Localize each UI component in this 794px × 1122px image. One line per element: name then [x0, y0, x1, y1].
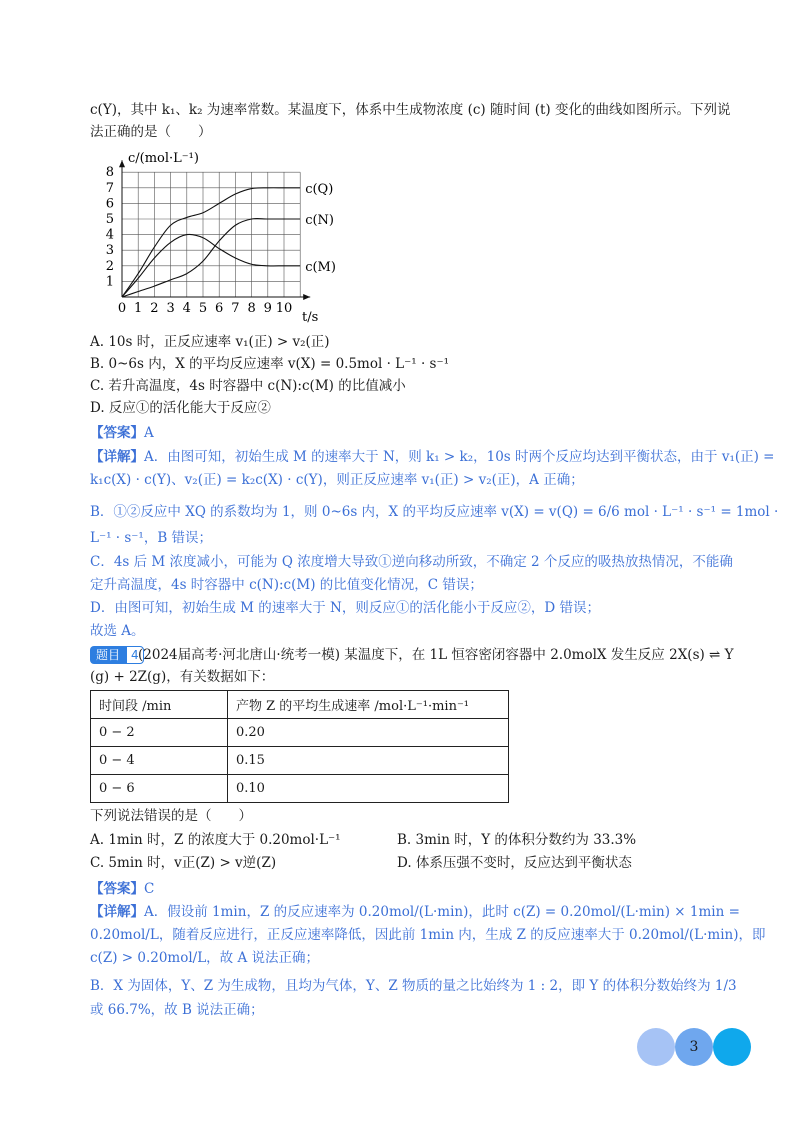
detail-text: A．由图可知，初始生成 M 的速率大于 N，则 k₁ > k₂，10s 时两个反应均达到平衡状态，由于 v₁(正) = — [144, 449, 775, 465]
table-header-row — [91, 691, 509, 719]
x-tick-label: 0 — [117, 301, 127, 316]
x-tick-label: 6 — [215, 301, 224, 316]
badge-number: 4 — [126, 646, 144, 664]
table-row — [91, 719, 509, 747]
concentration-time-chart — [100, 145, 340, 325]
table-row — [91, 775, 509, 803]
x-tick-label: 5 — [198, 301, 208, 316]
q4-detail-3: c(Z) > 0.20mol/L，故 A 说法正确； — [90, 950, 320, 966]
x-tick-label: 7 — [231, 301, 240, 316]
y-tick-label: 2 — [105, 258, 114, 274]
q3-option-a: A. 10s 时，正反应速率 v₁(正) > v₂(正) — [90, 334, 330, 350]
chart-ylabel: c/(mol·L⁻¹) — [128, 151, 199, 166]
x-tick-label: 3 — [166, 301, 175, 316]
badge-label: 题目 — [90, 646, 126, 664]
detail-tag: 【详解】 — [90, 449, 144, 465]
x-tick-label: 8 — [247, 301, 256, 316]
series-label: c(N) — [305, 213, 335, 228]
table-cell: 0.20 — [228, 719, 509, 747]
chart-axes — [119, 160, 310, 300]
table-cell: 0 − 2 — [91, 719, 228, 747]
table-header: 时间段 /min — [91, 691, 228, 719]
q3-option-d: D. 反应①的活化能大于反应② — [90, 400, 271, 416]
series-line — [122, 219, 300, 297]
q4-option-c: C. 5min 时，v正(Z) > v逆(Z) — [90, 855, 277, 871]
y-tick-label: 3 — [105, 243, 114, 259]
y-axis-arrow — [119, 160, 125, 167]
rate-table — [90, 690, 509, 803]
table-cell: 0 − 6 — [91, 775, 228, 803]
q3-detail-8: 故选 A。 — [90, 623, 145, 639]
y-tick-label: 5 — [105, 212, 114, 227]
y-tick-label: 7 — [105, 180, 114, 196]
q4-detail-5: 或 66.7%，故 B 说法正确； — [90, 1002, 264, 1018]
detail-tag: 【详解】 — [90, 904, 144, 920]
q4-answer — [90, 879, 154, 899]
x-tick-label: 9 — [263, 301, 272, 316]
q3-detail-1 — [90, 447, 775, 467]
answer-value: C — [144, 881, 155, 897]
q4-detail-4: B．X 为固体，Y、Z 为生成物，且均为气体，Y、Z 物质的量之比始终为 1 : 2，即 Y 的体积分数始终为 1/3 — [90, 978, 737, 994]
intro-line-2: 法正确的是（ ） — [90, 124, 212, 140]
y-tick-label: 8 — [105, 165, 114, 181]
x-tick-label: 2 — [150, 301, 159, 316]
answer-tag: 【答案】 — [90, 881, 144, 897]
series-label: c(Q) — [305, 181, 334, 197]
q3-detail-4: L⁻¹ · s⁻¹，B 错误； — [90, 530, 213, 546]
table-header: 产物 Z 的平均生成速率 /mol·L⁻¹·min⁻¹ — [228, 691, 509, 719]
page-number-decoration — [637, 1028, 752, 1066]
x-axis-arrow — [303, 294, 310, 300]
answer-tag: 【答案】 — [90, 425, 144, 441]
chart-grid — [122, 172, 300, 297]
x-tick-label: 10 — [275, 301, 293, 316]
q3-detail-5: C．4s 后 M 浓度减小，可能为 Q 浓度增大导致①逆向移动所致，不确定 2 个反应的吸热放热情况，不能确 — [90, 554, 733, 570]
q3-option-b: B. 0~6s 内，X 的平均反应速率 v(X) = 0.5mol · L⁻¹ · s⁻¹ — [90, 356, 450, 372]
series-label: c(M) — [305, 259, 336, 275]
y-tick-label: 1 — [105, 274, 114, 290]
question-badge — [90, 646, 144, 664]
q4-detail-1 — [90, 902, 740, 922]
chart-lines — [122, 182, 336, 297]
detail-text: A．假设前 1min，Z 的反应速率为 0.20mol/(L·min)，此时 c(Z) = 0.20mol/(L·min) × 1min = — [144, 904, 740, 920]
q4-option-d: D. 体系压强不变时，反应达到平衡状态 — [397, 855, 632, 871]
q3-option-c: C. 若升高温度，4s 时容器中 c(N):c(M) 的比值减小 — [90, 378, 406, 394]
y-tick-label: 6 — [105, 196, 114, 212]
table-cell: 0.15 — [228, 747, 509, 775]
q3-detail-7: D．由图可知，初始生成 M 的速率大于 N，则反应①的活化能小于反应②，D 错误； — [90, 600, 600, 616]
q4-detail-2: 0.20mol/L，随着反应进行，正反应速率降低，因此前 1min 内，生成 Z 的反应速率大于 0.20mol/(L·min)，即 — [90, 927, 766, 943]
answer-value: A — [144, 425, 154, 441]
y-tick-label: 4 — [105, 227, 114, 243]
q3-answer — [90, 423, 154, 443]
q3-detail-6: 定升高温度，4s 时容器中 c(N):c(M) 的比值变化情况，C 错误； — [90, 577, 483, 593]
page-number: 3 — [689, 1039, 699, 1055]
q4-stem-1: (2024届高考·河北唐山·统考一模) 某温度下，在 1L 恒容密闭容器中 2.0molX 发生反应 2X(s) ⇌ Y — [138, 647, 734, 663]
q4-question: 下列说法错误的是（ ） — [90, 808, 252, 824]
table-cell: 0.10 — [228, 775, 509, 803]
x-tick-label: 1 — [134, 301, 143, 316]
table-cell: 0 − 4 — [91, 747, 228, 775]
q3-detail-2: k₁c(X) · c(Y)、v₂(正) = k₂c(X) · c(Y)，则正反应速率 v₁(正) > v₂(正)，A 正确； — [90, 472, 584, 488]
intro-line-1: c(Y)，其中 k₁、k₂ 为速率常数。某温度下，体系中生成物浓度 (c) 随时间 (t) 变化的曲线如图所示。下列说 — [90, 102, 731, 118]
q4-option-a: A. 1min 时，Z 的浓度大于 0.20mol·L⁻¹ — [90, 832, 341, 848]
x-tick-label: 4 — [182, 301, 191, 316]
q3-detail-3: B．①②反应中 XQ 的系数均为 1，则 0~6s 内，X 的平均反应速率 v(X) = v(Q) = 6/6 mol · L⁻¹ · s⁻¹ = 1mol · — [90, 504, 779, 520]
q4-option-b: B. 3min 时，Y 的体积分数约为 33.3% — [397, 832, 637, 848]
q4-stem-2: (g) + 2Z(g)，有关数据如下： — [90, 669, 275, 685]
chart-xlabel: t/s — [302, 310, 319, 325]
table-row — [91, 747, 509, 775]
